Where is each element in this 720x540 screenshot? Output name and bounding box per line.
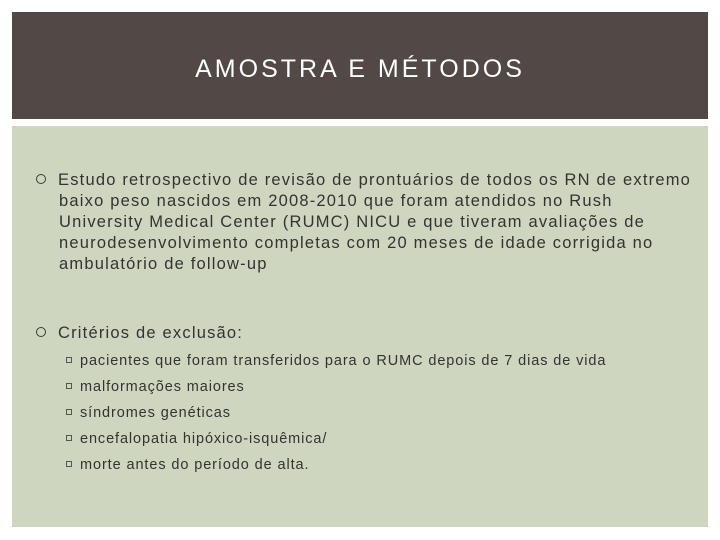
square-bullet-icon [66, 435, 72, 441]
title-band [12, 12, 708, 119]
bullet-item-exclusion [32, 323, 692, 344]
list-item [66, 430, 666, 448]
bullet-text: Critérios de exclusão: [58, 324, 244, 342]
bullet-text: Estudo retrospectivo de revisão de prontuários de todos os RN de extremo baixo peso nascidos em 2008-2010 que foram atendidos no Rush University Medical Center (RUMC) NICU e que tiveram avaliações de neurodesenvolvimento completas com 20 meses de idade corrigida no ambulatório de follow-up [58, 171, 692, 273]
slide-title: AMOSTRA E MÉTODOS [195, 55, 525, 83]
square-bullet-icon [66, 383, 72, 389]
list-item [66, 456, 666, 474]
bullet-item-study [32, 170, 692, 275]
square-bullet-icon [66, 357, 72, 363]
square-bullet-icon [66, 461, 72, 467]
list-item [66, 378, 666, 396]
list-item-text: morte antes do período de alta. [80, 457, 310, 473]
exclusion-criteria-list [66, 352, 666, 482]
list-item-text: pacientes que foram transferidos para o RUMC depois de 7 dias de vida [80, 353, 607, 369]
list-item-text: síndromes genéticas [80, 405, 231, 421]
square-bullet-icon [66, 409, 72, 415]
circle-bullet-icon [36, 327, 46, 337]
list-item [66, 352, 666, 370]
list-item-text: malformações maiores [80, 379, 245, 395]
circle-bullet-icon [36, 174, 46, 184]
list-item [66, 404, 666, 422]
list-item-text: encefalopatia hipóxico-isquêmica/ [80, 431, 328, 447]
